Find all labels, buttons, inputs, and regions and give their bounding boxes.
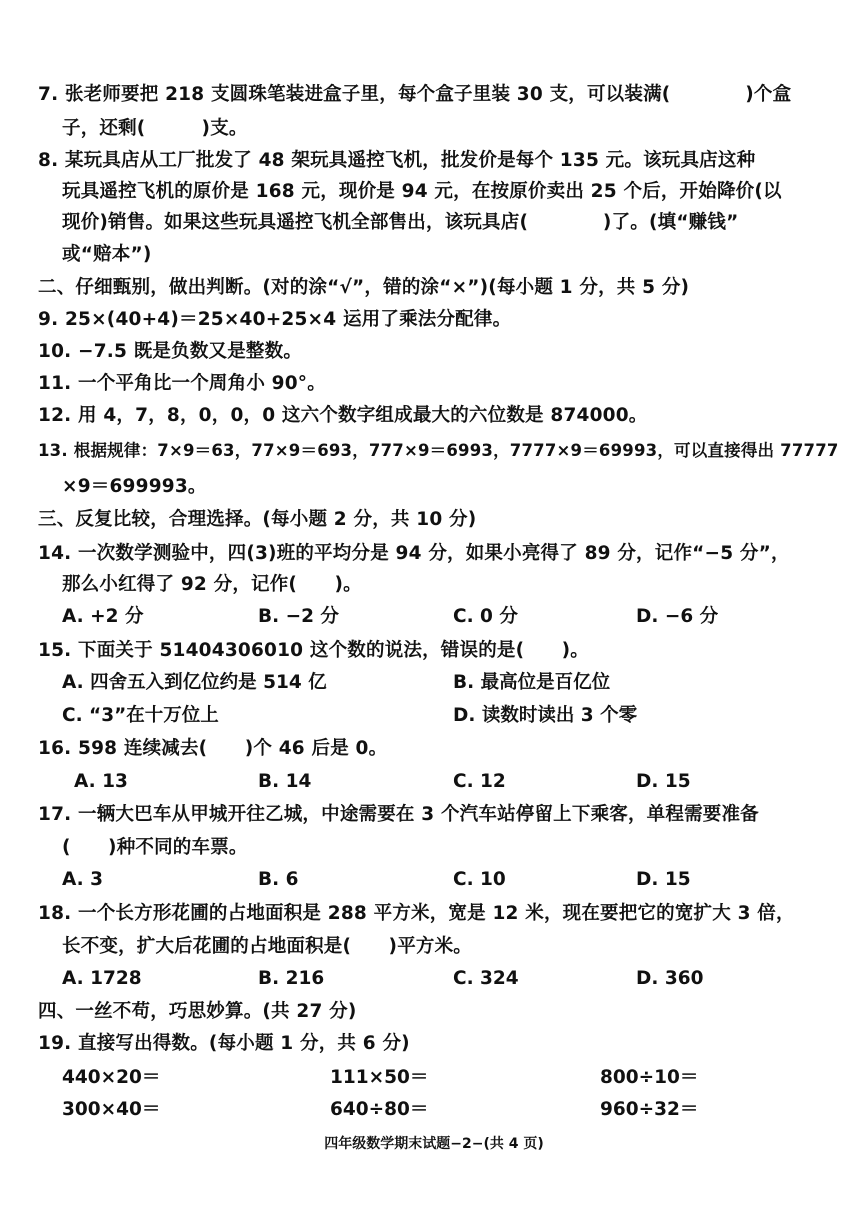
q17-line1: 17. 一辆大巴车从甲城开往乙城，中途需要在 3 个汽车站停留上下乘客，单程需要准备 bbox=[38, 804, 759, 825]
q17-option-a: A. 3 bbox=[62, 869, 104, 890]
q18-option-d: D. 360 bbox=[636, 968, 704, 989]
q10: 10. −7.5 既是负数又是整数。 bbox=[38, 341, 303, 362]
q19-item: 111×50＝ bbox=[330, 1067, 429, 1088]
q14-option-d: D. −6 分 bbox=[636, 606, 719, 627]
q17-option-b: B. 6 bbox=[258, 869, 299, 890]
section2-heading: 二、仔细甄别，做出判断。(对的涂“√”，错的涂“×”)(每小题 1 分，共 5 分) bbox=[38, 277, 690, 298]
q15-option-a: A. 四舍五入到亿位约是 514 亿 bbox=[62, 672, 327, 693]
q18-option-c: C. 324 bbox=[453, 968, 519, 989]
q17-option-c: C. 10 bbox=[453, 869, 506, 890]
q15-option-c: C. “3”在十万位上 bbox=[62, 705, 219, 726]
q18-line2: 长不变，扩大后花圃的占地面积是( )平方米。 bbox=[62, 936, 473, 957]
q19-item: 300×40＝ bbox=[62, 1099, 161, 1120]
q13-line1: 13. 根据规律：7×9＝63，77×9＝693，777×9＝6993，7777×9＝69993，可以直接得出 77777 bbox=[38, 441, 839, 460]
q14-option-b: B. −2 分 bbox=[258, 606, 339, 627]
q16-option-c: C. 12 bbox=[453, 771, 506, 792]
q12: 12. 用 4，7，8，0，0，0 这六个数字组成最大的六位数是 874000。 bbox=[38, 405, 648, 426]
q19-item: 440×20＝ bbox=[62, 1067, 161, 1088]
q14-option-a: A. +2 分 bbox=[62, 606, 144, 627]
q8-line2: 玩具遥控飞机的原价是 168 元，现价是 94 元，在按原价卖出 25 个后，开始降价(以 bbox=[62, 181, 782, 202]
q13-line2: ×9＝699993。 bbox=[62, 476, 207, 497]
q15-option-d: D. 读数时读出 3 个零 bbox=[453, 705, 638, 726]
q19-item: 960÷32＝ bbox=[600, 1099, 699, 1120]
q17-option-d: D. 15 bbox=[636, 869, 691, 890]
q9: 9. 25×(40+4)＝25×40+25×4 运用了乘法分配律。 bbox=[38, 309, 512, 330]
section4-heading: 四、一丝不苟，巧思妙算。(共 27 分) bbox=[38, 1001, 357, 1022]
q8-line3: 现价)销售。如果这些玩具遥控飞机全部售出，该玩具店( )了。(填“赚钱” bbox=[62, 212, 739, 233]
q14-line2: 那么小红得了 92 分，记作( )。 bbox=[62, 574, 362, 595]
q16-option-a: A. 13 bbox=[74, 771, 128, 792]
q7-line1: 7. 张老师要把 218 支圆珠笔装进盒子里，每个盒子里装 30 支，可以装满( )个盒 bbox=[38, 84, 792, 105]
q18-option-a: A. 1728 bbox=[62, 968, 142, 989]
q14-line1: 14. 一次数学测验中，四(3)班的平均分是 94 分，如果小亮得了 89 分，记作“−5 分”， bbox=[38, 543, 790, 564]
q15-option-b: B. 最高位是百亿位 bbox=[453, 672, 611, 693]
q8-line4: 或“赔本”) bbox=[62, 244, 152, 265]
q18-option-b: B. 216 bbox=[258, 968, 325, 989]
q19-item: 800÷10＝ bbox=[600, 1067, 699, 1088]
q17-line2: ( )种不同的车票。 bbox=[62, 837, 248, 858]
q16-line1: 16. 598 连续减去( )个 46 后是 0。 bbox=[38, 738, 388, 759]
q19-line1: 19. 直接写出得数。(每小题 1 分，共 6 分) bbox=[38, 1033, 410, 1054]
q18-line1: 18. 一个长方形花圃的占地面积是 288 平方米，宽是 12 米，现在要把它的宽扩大 3 倍， bbox=[38, 903, 795, 924]
q19-item: 640÷80＝ bbox=[330, 1099, 429, 1120]
q16-option-b: B. 14 bbox=[258, 771, 312, 792]
q11: 11. 一个平角比一个周角小 90°。 bbox=[38, 373, 326, 394]
q8-line1: 8. 某玩具店从工厂批发了 48 架玩具遥控飞机，批发价是每个 135 元。该玩具店这种 bbox=[38, 150, 756, 171]
section3-heading: 三、反复比较，合理选择。(每小题 2 分，共 10 分) bbox=[38, 509, 477, 530]
q15-line1: 15. 下面关于 51404306010 这个数的说法，错误的是( )。 bbox=[38, 640, 590, 661]
q14-option-c: C. 0 分 bbox=[453, 606, 518, 627]
q16-option-d: D. 15 bbox=[636, 771, 691, 792]
page-footer: 四年级数学期末试题−2−(共 4 页) bbox=[324, 1136, 544, 1152]
q7-line2: 子，还剩( )支。 bbox=[62, 118, 248, 139]
